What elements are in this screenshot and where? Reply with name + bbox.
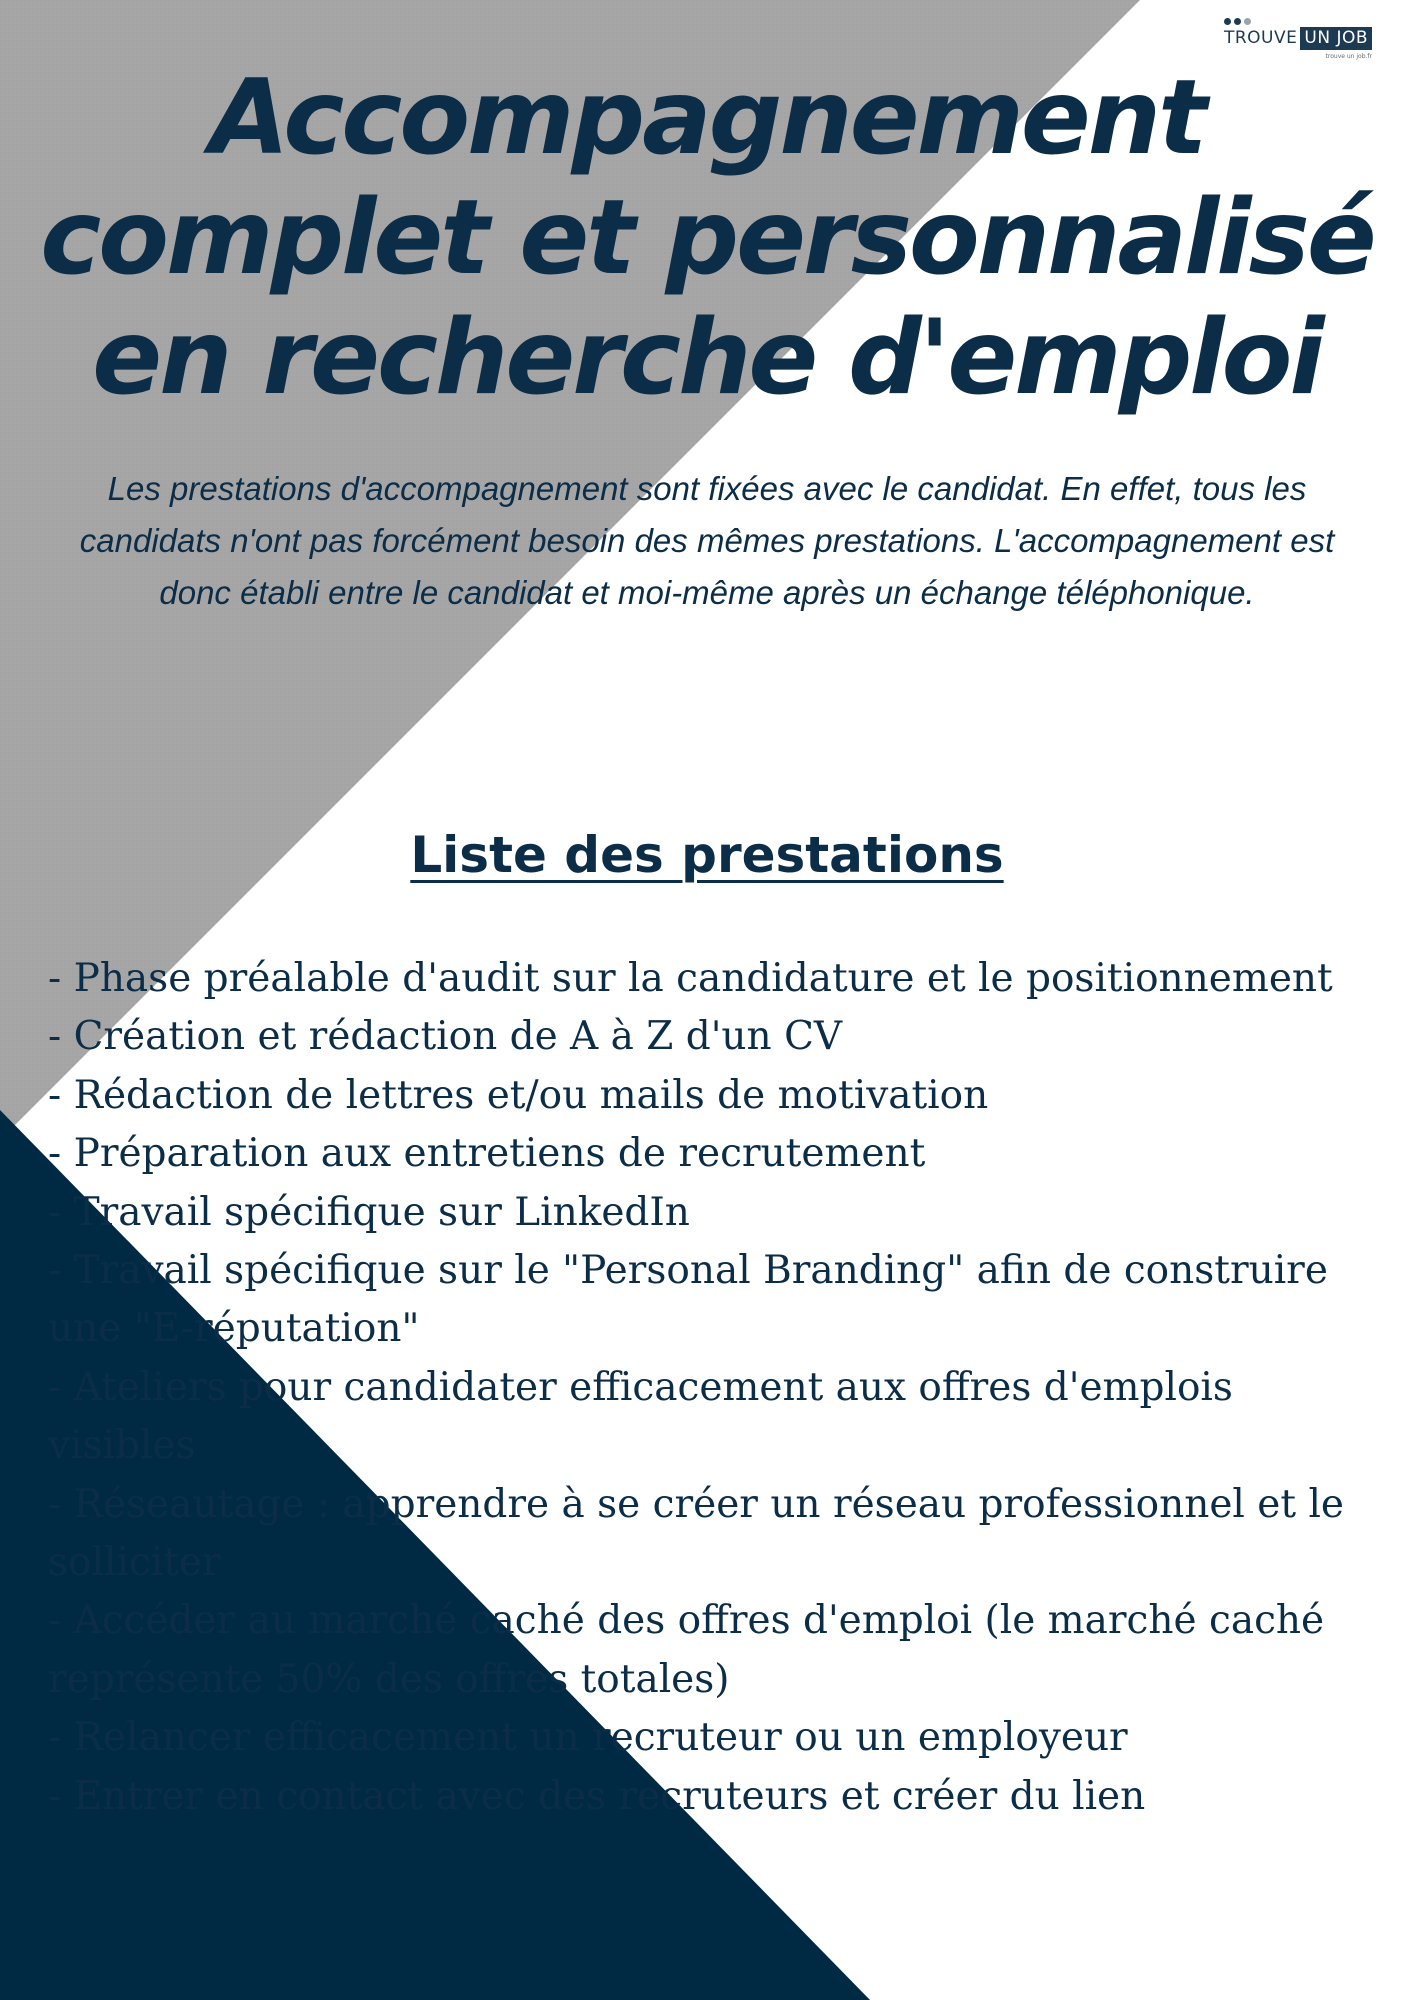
title-line: Accompagnement (209, 58, 1205, 178)
service-item: - Travail spécifique sur le "Personal Branding" afin de construire une "E-réputation" (48, 1248, 1328, 1352)
logo-word-trouve: TROUVE (1223, 28, 1298, 48)
intro-paragraph: Les prestations d'accompagnement sont fixées avec le candidat. En effet, tous les candidats n'ont pas forcément besoin des mêmes prestations. L'accompagnement est donc établi entre le candidat et moi-même après un échange téléphonique. (79, 470, 1335, 611)
logo-dots (1224, 18, 1372, 25)
services-list (48, 950, 1388, 1826)
title-line: complet et personnalisé (40, 178, 1374, 298)
logo-dot (1234, 18, 1241, 25)
service-item: - Relancer efficacement un recruteur ou un employeur (48, 1715, 1128, 1761)
logo-word-unjob: UN JOB (1300, 27, 1372, 50)
service-item: - Création et rédaction de A à Z d'un CV (48, 1014, 843, 1060)
service-item: - Réseautage : apprendre à se créer un réseau professionnel et le solliciter (48, 1481, 1345, 1586)
service-item: - Rédaction de lettres et/ou mails de motivation (48, 1072, 989, 1118)
logo-wordmark (1224, 27, 1372, 50)
logo-dot (1244, 18, 1251, 25)
service-item: - Phase préalable d'audit sur la candidature et le positionnement (48, 956, 1333, 1001)
service-item: - Accéder au marché caché des offres d'emploi (le marché caché représente 50% des offres totales) (48, 1598, 1325, 1702)
title-line: en recherche d'emploi (92, 298, 1322, 418)
page-title (20, 58, 1394, 418)
logo-dot (1224, 18, 1231, 25)
service-item: - Préparation aux entretiens de recrutement (48, 1131, 926, 1177)
service-item: - Travail spécifique sur LinkedIn (48, 1189, 690, 1235)
service-item: - Entrer en contact avec des recruteurs et créer du lien (48, 1773, 1146, 1819)
brand-logo (1224, 18, 1372, 60)
service-item: - Ateliers pour candidater efficacement aux offres d'emplois visibles (48, 1364, 1233, 1469)
logo-tagline: trouve un job.fr (1325, 53, 1372, 60)
services-heading: Liste des prestations (410, 826, 1004, 884)
